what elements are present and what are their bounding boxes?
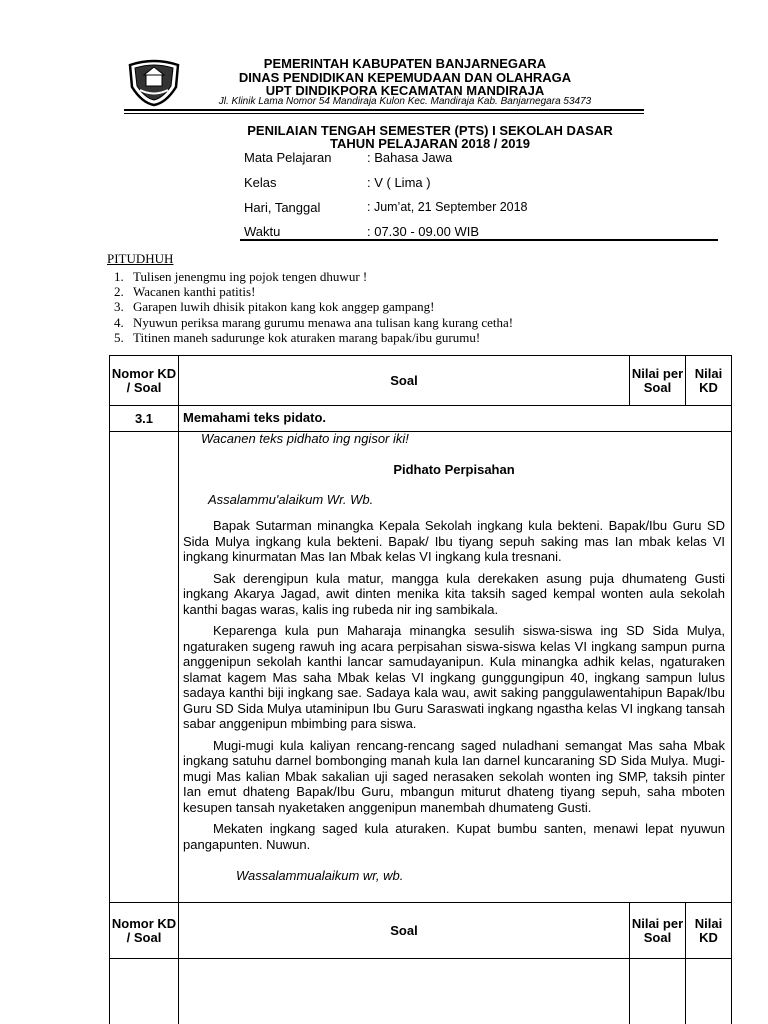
- passage-closing: Wassalammualaikum wr, wb.: [236, 868, 404, 883]
- instruction-item: 4. Nyuwun periksa marang gurumu menawa ana tulisan kang kurang cetha!: [127, 315, 513, 330]
- header-nilai-soal-repeat: Nilai per Soal: [631, 915, 684, 945]
- passage-paragraph: Mugi-mugi kula kaliyan rencang-rencang saged nuladhani semangat Mas saha Mbak ingkang satuhu darnel bombonging manah kula Ian darnel kuncaraning SD Sida Mulya. Mugi-mugi Mas kalian Mbak sakalian uji saged nerasaken sekolah wonten ing SMP, taksih pinter Ian emut dhateng Bapak/Ibu Guru, mbangun miturut dhateng tiyang sepuh, saha mboten kesupen tansah nyaketaken anggenipun manembah dhumateng Gusti.: [183, 737, 725, 815]
- gov-header-line1: PEMERINTAH KABUPATEN BANJARNEGARA: [263, 56, 547, 71]
- table-row-divider: [109, 958, 732, 959]
- passage-paragraph: Mekaten ingkang saged kula aturaken. Kupat bumbu santen, menawi lepat nyuwun pangapunten. Nuwun.: [183, 821, 725, 852]
- office-address: Jl. Klinik Lama Nomor 54 Mandiraja Kulon Kec. Mandiraja Kab. Banjarnegara 53473: [218, 96, 592, 107]
- passage-paragraph: Bapak Sutarman minangka Kepala Sekolah ingkang kula bekteni. Bapak/Ibu Guru SD Sida Mulya ingkang kula bekteni. Bapak/ Ibu tiyang sepuh saking mas Ian mbak kelas VI ingkang kinurmatan Mas Ian Mbak kelas VI ingkang kula tresnani.: [183, 518, 725, 564]
- header-nilai-soal: Nilai per Soal: [631, 365, 684, 395]
- header-divider-thin: [124, 113, 644, 114]
- passage-paragraph: Keparenga kula pun Maharaja minangka sesulih siswa-siswa ing SD Sida Mulya, ngaturaken sugeng rawuh ing acara perpisahan siswa-siswa kelas VI ingkang sampun purna anggenipun sekolah kanthi lancar samudayanipun. Kula minangka adhik kelas, ngaturaken slamat kagem Mas saha Mbak kelas VI ingkang gunggungipun 40, ingkang sampun lulus sadaya kanthi biji ingkang sae. Sadaya kala wau, awit saking panggulawentahipun Bapak/Ibu Guru SD Sida Mulya utaminipun Ibu Guru Saraswati ingkang ngastha kelas VI ingkang tansah sabar anggenipun mbimbing para siswa.: [183, 623, 725, 731]
- passage-instruction: Wacanen teks pidhato ing ngisor iki!: [201, 431, 409, 446]
- gov-header-line3: UPT DINDIKPORA KECAMATAN MANDIRAJA: [265, 83, 545, 98]
- gov-header-line2: DINAS PENDIDIKAN KEPEMUDAAN DAN OLAHRAGA: [238, 70, 572, 85]
- header-divider: [124, 109, 644, 111]
- table-border-right: [731, 355, 732, 1024]
- kd-description: Memahami teks pidato.: [183, 410, 327, 425]
- header-soal: Soal: [390, 372, 418, 388]
- info-label-date: Hari, Tanggal: [244, 200, 321, 215]
- header-soal-repeat: Soal: [390, 922, 418, 938]
- instructions-list: [107, 269, 513, 345]
- passage-greeting: Assalammu'alaikum Wr. Wb.: [208, 492, 374, 507]
- exam-year: TAHUN PELAJARAN 2018 / 2019: [330, 136, 530, 151]
- header-kd: Nomor KD / Soal: [111, 365, 177, 395]
- passage-paragraph: Sak derengipun kula matur, mangga kula derekaken asung puja dhumateng Gusti ingkang Akarya Jagad, awit dinten menika kita taksih saged kempal wonten aula sekolah kanthi bagas waras, kalis ing rubeda nir ing sambikala.: [183, 570, 725, 617]
- passage-title: Pidhato Perpisahan: [393, 462, 515, 477]
- instruction-item: 3. Garapen luwih dhisik pitakon kang kok anggep gampang!: [127, 299, 513, 314]
- info-label-class: Kelas: [244, 175, 277, 190]
- exam-title: PENILAIAN TENGAH SEMESTER (PTS) I SEKOLAH DASAR: [247, 123, 613, 138]
- regency-logo: [126, 57, 182, 107]
- instructions-heading: PITUDHUH: [107, 251, 174, 266]
- info-value-subject: : Bahasa Jawa: [367, 150, 453, 165]
- info-value-date: : Jum’at, 21 September 2018: [367, 200, 528, 214]
- header-nilai-kd: Nilai KD: [694, 365, 723, 395]
- info-label-subject: Mata Pelajaran: [244, 150, 332, 165]
- instruction-item: 1. Tulisen jenengmu ing pojok tengen dhuwur !: [127, 269, 513, 284]
- passage-body: [183, 518, 725, 858]
- instruction-item: 2. Wacanen kanthi patitis!: [127, 284, 513, 299]
- kd-number: 3.1: [134, 410, 154, 426]
- info-value-time: : 07.30 - 09.00 WIB: [367, 224, 480, 239]
- instruction-item: 5. Titinen maneh sadurunge kok aturaken marang bapak/ibu gurumu!: [127, 330, 513, 345]
- table-row-divider: [109, 405, 732, 406]
- info-divider: [240, 239, 718, 241]
- header-kd-repeat: Nomor KD / Soal: [111, 915, 177, 945]
- question-table: [109, 355, 732, 1024]
- info-label-time: Waktu: [244, 224, 281, 239]
- info-value-class: : V ( Lima ): [367, 175, 431, 190]
- header-nilai-kd-repeat: Nilai KD: [694, 915, 723, 945]
